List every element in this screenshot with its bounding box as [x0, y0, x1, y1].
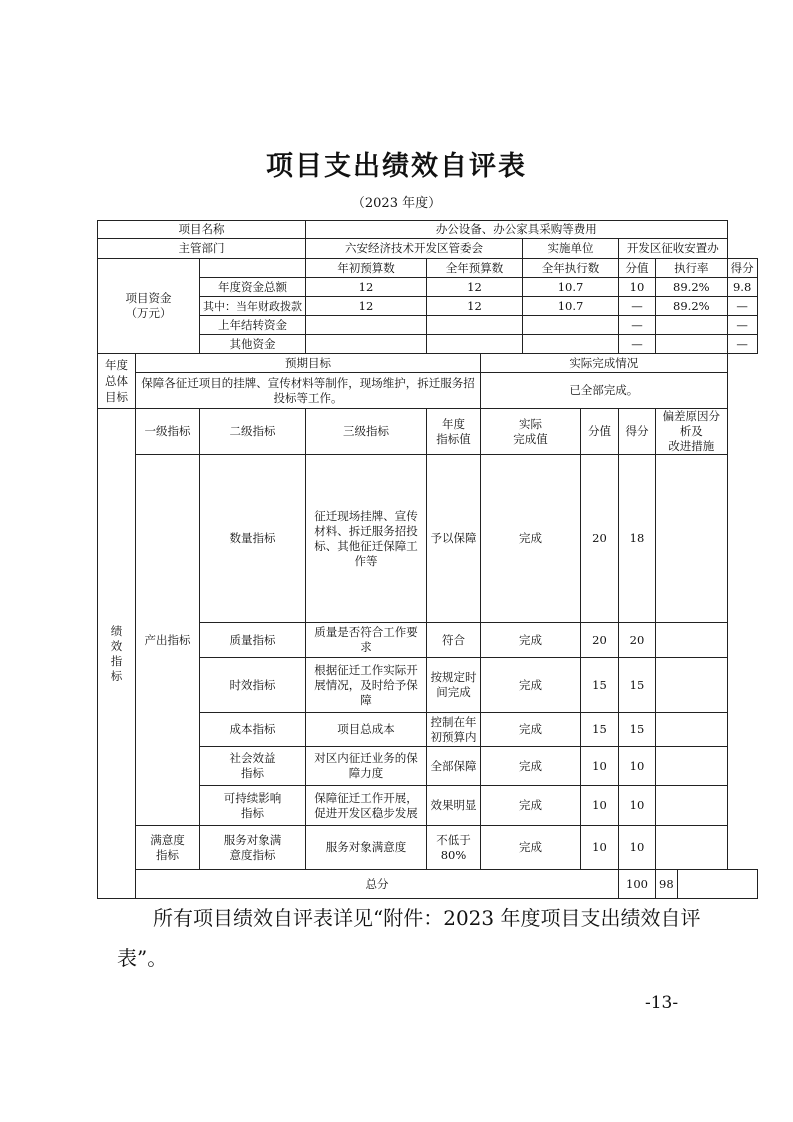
- got-value: 10: [619, 826, 656, 870]
- actual-value: 完成: [481, 747, 581, 786]
- actual-value: 完成: [481, 623, 581, 658]
- funds-cell: [523, 335, 619, 354]
- goal-actual-text: 已全部完成。: [481, 373, 728, 409]
- funds-cell: 10: [619, 278, 656, 297]
- funds-cell: —: [727, 335, 757, 354]
- output-indicator-label: 产出指标: [136, 455, 200, 826]
- goal-actual-header: 实际完成情况: [481, 354, 728, 373]
- score-value: 10: [581, 747, 619, 786]
- level3-indicator: 根据征迁工作实际开展情况，及时给予保障: [306, 658, 427, 713]
- deviation-note: [656, 623, 728, 658]
- got-value: 15: [619, 713, 656, 747]
- deviation-note: [656, 713, 728, 747]
- funds-cell: 10.7: [523, 297, 619, 316]
- total-label: 总分: [136, 870, 619, 899]
- perf-header: 三级指标: [306, 409, 427, 455]
- dept-label: 主管部门: [98, 239, 306, 259]
- funds-row-name: 年度资金总额: [200, 278, 306, 297]
- funds-header: 年初预算数: [306, 259, 427, 278]
- performance-table: [97, 220, 758, 899]
- funds-cell: 10.7: [523, 278, 619, 297]
- total-score: 100: [619, 870, 656, 899]
- target-value: 按规定时间完成: [427, 658, 481, 713]
- target-value: 控制在年初预算内: [427, 713, 481, 747]
- got-value: 18: [619, 455, 656, 623]
- dept-value: 六安经济技术开发区管委会: [306, 239, 523, 259]
- level3-indicator: 征迁现场挂牌、宣传材料、拆迁服务招投标、其他征迁保障工作等: [306, 455, 427, 623]
- funds-cell: [427, 316, 523, 335]
- funds-cell: [656, 316, 728, 335]
- target-value: 不低于 80%: [427, 826, 481, 870]
- funds-cell: 12: [306, 278, 427, 297]
- funds-cell: 12: [306, 297, 427, 316]
- funds-cell: 9.8: [727, 278, 757, 297]
- satisfaction-indicator-label: 满意度 指标: [136, 826, 200, 870]
- funds-header: 得分: [727, 259, 757, 278]
- funds-header-blank: [200, 259, 306, 278]
- funds-cell: [427, 335, 523, 354]
- funds-cell: 12: [427, 278, 523, 297]
- perf-header: 一级指标: [136, 409, 200, 455]
- project-name-label: 项目名称: [98, 221, 306, 239]
- funds-header: 分值: [619, 259, 656, 278]
- level2-indicator: 质量指标: [200, 623, 306, 658]
- actual-value: 完成: [481, 713, 581, 747]
- funds-cell: —: [619, 297, 656, 316]
- got-value: 15: [619, 658, 656, 713]
- funds-cell: [306, 316, 427, 335]
- perf-header: 得分: [619, 409, 656, 455]
- got-value: 20: [619, 623, 656, 658]
- target-value: 予以保障: [427, 455, 481, 623]
- actual-value: 完成: [481, 658, 581, 713]
- total-got: 98: [656, 870, 678, 899]
- target-value: 符合: [427, 623, 481, 658]
- score-value: 15: [581, 658, 619, 713]
- funds-cell: [306, 335, 427, 354]
- goal-expected-text: 保障各征迁项目的挂牌、宣传材料等制作，现场维护，拆迁服务招投标等工作。: [136, 373, 481, 409]
- level2-indicator: 服务对象满 意度指标: [200, 826, 306, 870]
- level3-indicator: 项目总成本: [306, 713, 427, 747]
- funds-row-name: 其他资金: [200, 335, 306, 354]
- funds-row-name: 其中：当年财政拨款: [200, 297, 306, 316]
- body-paragraph: 所有项目绩效自评表详见“附件：2023 年度项目支出绩效自评表”。: [117, 906, 701, 970]
- level2-indicator: 成本指标: [200, 713, 306, 747]
- score-value: 20: [581, 623, 619, 658]
- level2-indicator: 数量指标: [200, 455, 306, 623]
- perf-header: 二级指标: [200, 409, 306, 455]
- funds-cell: —: [619, 316, 656, 335]
- got-value: 10: [619, 786, 656, 826]
- target-value: 效果明显: [427, 786, 481, 826]
- funds-header: 全年预算数: [427, 259, 523, 278]
- deviation-note: [656, 658, 728, 713]
- funds-cell: —: [727, 316, 757, 335]
- page-number: -13-: [645, 993, 679, 1013]
- level3-indicator: 质量是否符合工作要求: [306, 623, 427, 658]
- report-year: （2023 年度）: [351, 196, 442, 211]
- deviation-note: [656, 455, 728, 623]
- funds-cell: [523, 316, 619, 335]
- funds-header: 执行率: [656, 259, 728, 278]
- deviation-note: [656, 826, 728, 870]
- funds-cell: 89.2%: [656, 297, 728, 316]
- funds-header: 全年执行数: [523, 259, 619, 278]
- funds-cell: 89.2%: [656, 278, 728, 297]
- actual-value: 完成: [481, 786, 581, 826]
- actual-value: 完成: [481, 826, 581, 870]
- perf-header: 分值: [581, 409, 619, 455]
- unit-label: 实施单位: [523, 239, 619, 259]
- page-title: 项目支出绩效自评表: [266, 151, 527, 182]
- perf-label: 绩 效 指 标: [98, 409, 136, 899]
- score-value: 10: [581, 786, 619, 826]
- perf-header: 偏差原因分析及 改进措施: [656, 409, 728, 455]
- target-value: 全部保障: [427, 747, 481, 786]
- funds-row-name: 上年结转资金: [200, 316, 306, 335]
- level3-indicator: 保障征迁工作开展，促进开发区稳步发展: [306, 786, 427, 826]
- level2-indicator: 时效指标: [200, 658, 306, 713]
- level3-indicator: 服务对象满意度: [306, 826, 427, 870]
- funds-label: 项目资金 （万元）: [98, 259, 200, 354]
- level3-indicator: 对区内征迁业务的保障力度: [306, 747, 427, 786]
- goal-label: 年度 总体 目标: [98, 354, 136, 409]
- funds-cell: —: [619, 335, 656, 354]
- score-value: 20: [581, 455, 619, 623]
- perf-header: 实际 完成值: [481, 409, 581, 455]
- funds-cell: [656, 335, 728, 354]
- actual-value: 完成: [481, 455, 581, 623]
- funds-cell: 12: [427, 297, 523, 316]
- perf-header: 年度 指标值: [427, 409, 481, 455]
- deviation-note: [656, 747, 728, 786]
- level2-indicator: 可持续影响 指标: [200, 786, 306, 826]
- score-value: 15: [581, 713, 619, 747]
- project-name-value: 办公设备、办公家具采购等费用: [306, 221, 728, 239]
- deviation-note: [656, 786, 728, 826]
- funds-cell: —: [727, 297, 757, 316]
- unit-value: 开发区征收安置办: [619, 239, 728, 259]
- got-value: 10: [619, 747, 656, 786]
- goal-expected-header: 预期目标: [136, 354, 481, 373]
- level2-indicator: 社会效益 指标: [200, 747, 306, 786]
- score-value: 10: [581, 826, 619, 870]
- total-note: [677, 870, 757, 899]
